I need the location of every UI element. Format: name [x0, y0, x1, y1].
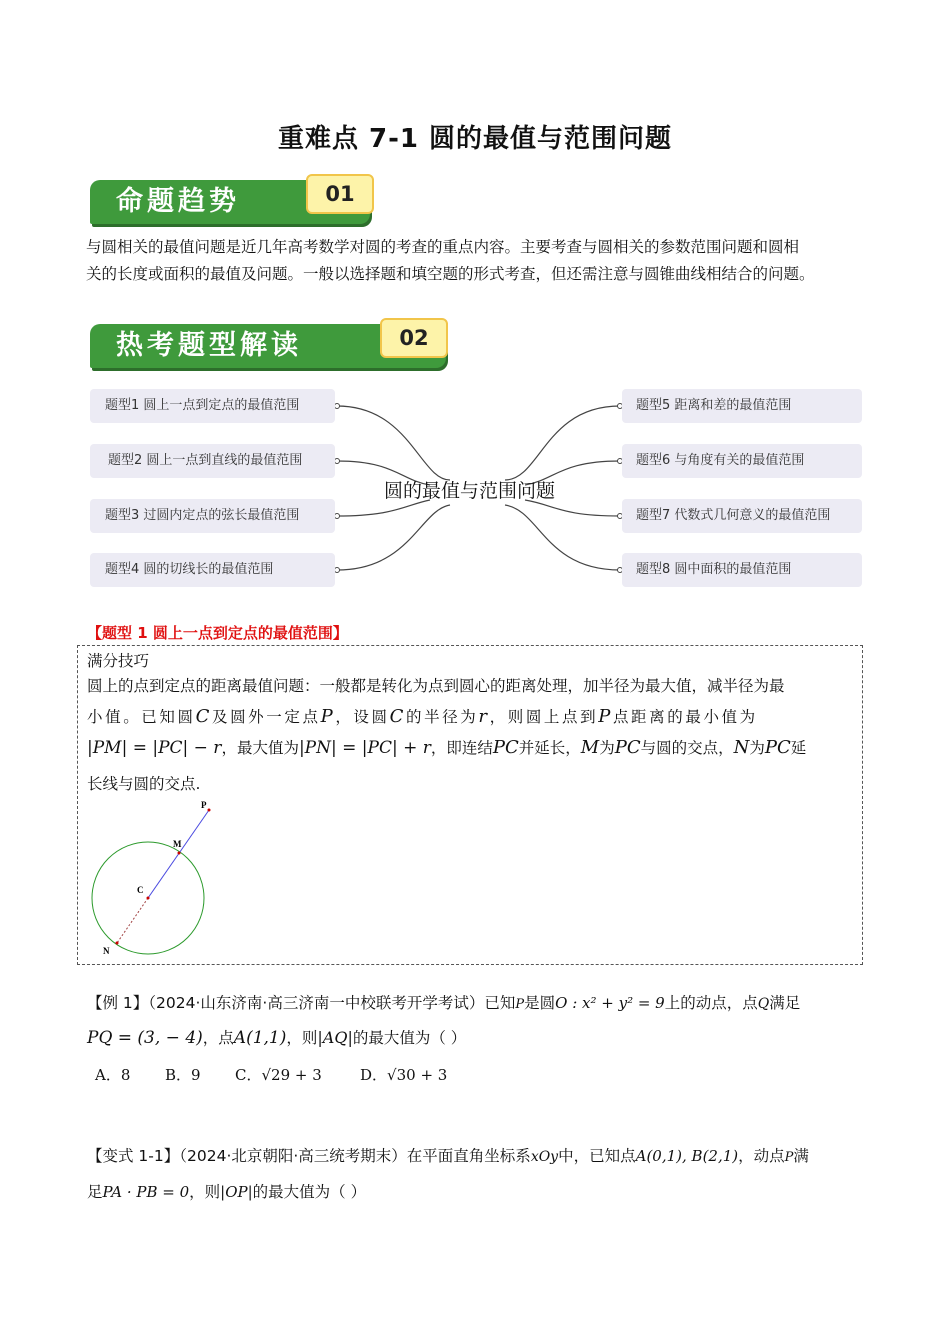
mindmap-node-type6: 题型6 与角度有关的最值范围 — [622, 444, 862, 478]
figure-label-p: P — [201, 800, 207, 810]
example1-options — [95, 1062, 480, 1088]
example1-line-2: PQ = (3, − 4)，点A(1,1)，则|AQ|的最大值为（ ） — [87, 1028, 467, 1048]
variant1-line-1: 【变式 1-1】（2024·北京朝阳·高三统考期末）在平面直角坐标系xOy中，已知点A(0,1), B(2,1)，动点P满 — [87, 1147, 809, 1165]
mindmap-node-type3: 题型3 过圆内定点的弦长最值范围 — [90, 499, 335, 533]
variant1-line-2: 足PA · PB = 0，则|OP|的最大值为（ ） — [87, 1183, 367, 1201]
example1-line-1: 【例 1】（2024·山东济南·高三济南一中校联考开学考试）已知P是圆O : x² + y² = 9上的动点，点Q满足 — [87, 994, 801, 1012]
mindmap-node-type4: 题型4 圆的切线长的最值范围 — [90, 553, 335, 587]
figure-extension-cn — [117, 898, 148, 943]
tips-line-3: |PM| = |PC| − r，最大值为|PN| = |PC| + r，即连结PC并延长，M为PC与圆的交点，N为PC延 — [87, 737, 807, 758]
figure-label-m: M — [173, 839, 182, 849]
figure-label-n: N — [103, 946, 110, 956]
option-c: C．√29 + 3 — [235, 1066, 322, 1084]
variant1-tag: 【变式 1-1】 — [87, 1147, 180, 1165]
mindmap-center-topic: 圆的最值与范围问题 — [384, 480, 556, 502]
mindmap-node-type2: 题型2 圆上一点到直线的最值范围 — [90, 444, 335, 478]
mindmap-node-type8: 题型8 圆中面积的最值范围 — [622, 553, 862, 587]
circle-distance-figure — [85, 798, 225, 960]
section-title-type1: 【题型 1 圆上一点到定点的最值范围】 — [87, 624, 348, 642]
mindmap-node-type5: 题型5 距离和差的最值范围 — [622, 389, 862, 423]
tips-line-1: 圆上的点到定点的距离最值问题：一般都是转化为点到圆心的距离处理，加半径为最大值，减半径为最 — [87, 677, 785, 695]
tips-heading: 满分技巧 — [87, 652, 150, 670]
banner-trend — [90, 174, 380, 226]
example1-tag: 【例 1】 — [87, 994, 149, 1012]
intro-line-2: 关的长度或面积的最值及问题。一般以选择题和填空题的形式考查，但还需注意与圆锥曲线相结合的问题。 — [86, 265, 815, 283]
tips-line-4: 长线与圆的交点. — [87, 775, 201, 793]
option-d: D．√30 + 3 — [360, 1066, 448, 1084]
mindmap-node-type7: 题型7 代数式几何意义的最值范围 — [622, 499, 862, 533]
banner-trend-label: 命题趋势 — [90, 180, 370, 224]
figure-label-c: C — [137, 885, 144, 895]
tips-line-2: 小值。已知圆C及圆外一定点P，设圆C的半径为r，则圆上点到P点距离的最小值为 — [87, 706, 758, 727]
banner-trend-number: 01 — [306, 174, 374, 214]
option-b: B．9 — [165, 1066, 201, 1084]
option-a: A．8 — [95, 1066, 131, 1084]
banner-hot-topics-label: 热考题型解读 — [90, 324, 446, 368]
intro-paragraph — [86, 234, 876, 288]
mindmap-node-type1: 题型1 圆上一点到定点的最值范围 — [90, 389, 335, 423]
intro-line-1: 与圆相关的最值问题是近几年高考数学对圆的考查的重点内容。主要考查与圆相关的参数范围问题和圆相 — [86, 238, 800, 256]
banner-hot-topics-number: 02 — [380, 318, 448, 358]
banner-hot-topics — [90, 318, 455, 370]
page-title: 重难点 7-1 圆的最值与范围问题 — [277, 124, 673, 154]
